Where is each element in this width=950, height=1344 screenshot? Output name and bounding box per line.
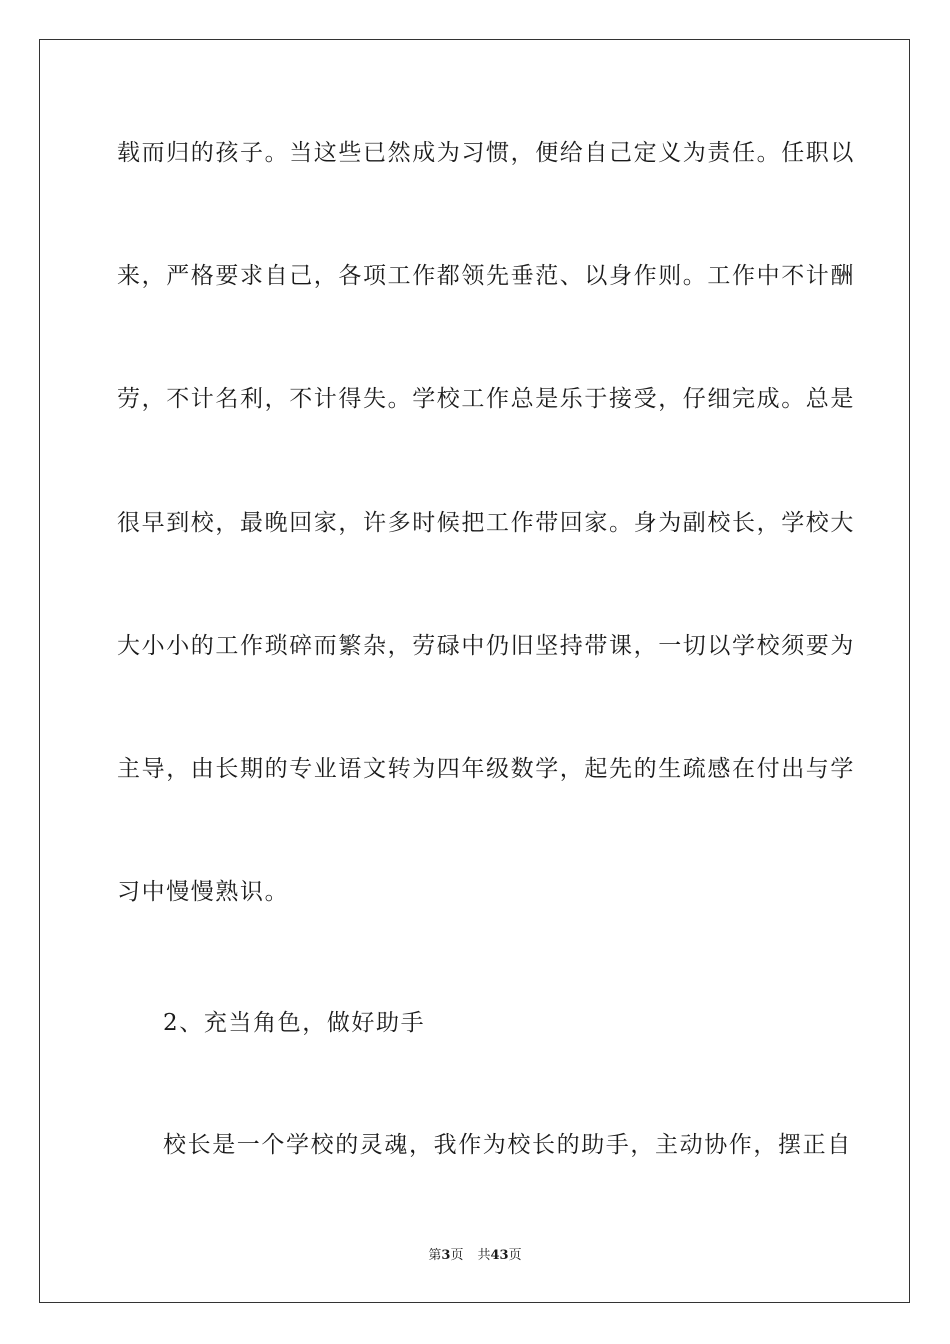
body-line-5: 大小小的工作琐碎而繁杂，劳碌中仍旧坚持带课，一切以学校须要为	[117, 633, 855, 659]
page-number: 3	[441, 1248, 451, 1263]
section-heading: 2、充当角色，做好助手	[163, 1010, 426, 1036]
paragraph-start-line: 校长是一个学校的灵魂，我作为校长的助手，主动协作，摆正自	[163, 1132, 852, 1158]
body-line-2: 来，严格要求自己，各项工作都领先垂范、以身作则。工作中不计酬	[117, 263, 855, 289]
page-suffix: 页	[450, 1248, 464, 1263]
body-line-4: 很早到校，最晚回家，许多时候把工作带回家。身为副校长，学校大	[117, 510, 855, 536]
body-line-1: 载而归的孩子。当这些已然成为习惯，便给自己定义为责任。任职以	[117, 140, 855, 166]
page-prefix: 第	[428, 1248, 442, 1263]
page-footer	[0, 1248, 950, 1264]
body-line-6: 主导，由长期的专业语文转为四年级数学，起先的生疏感在付出与学	[117, 756, 855, 782]
total-prefix: 共	[477, 1248, 491, 1263]
body-line-7: 习中慢慢熟识。	[117, 879, 290, 905]
body-line-3: 劳，不计名利，不计得失。学校工作总是乐于接受，仔细完成。总是	[117, 386, 855, 412]
total-suffix: 页	[508, 1248, 522, 1263]
page-border	[39, 39, 910, 1303]
total-pages: 43	[490, 1248, 509, 1263]
